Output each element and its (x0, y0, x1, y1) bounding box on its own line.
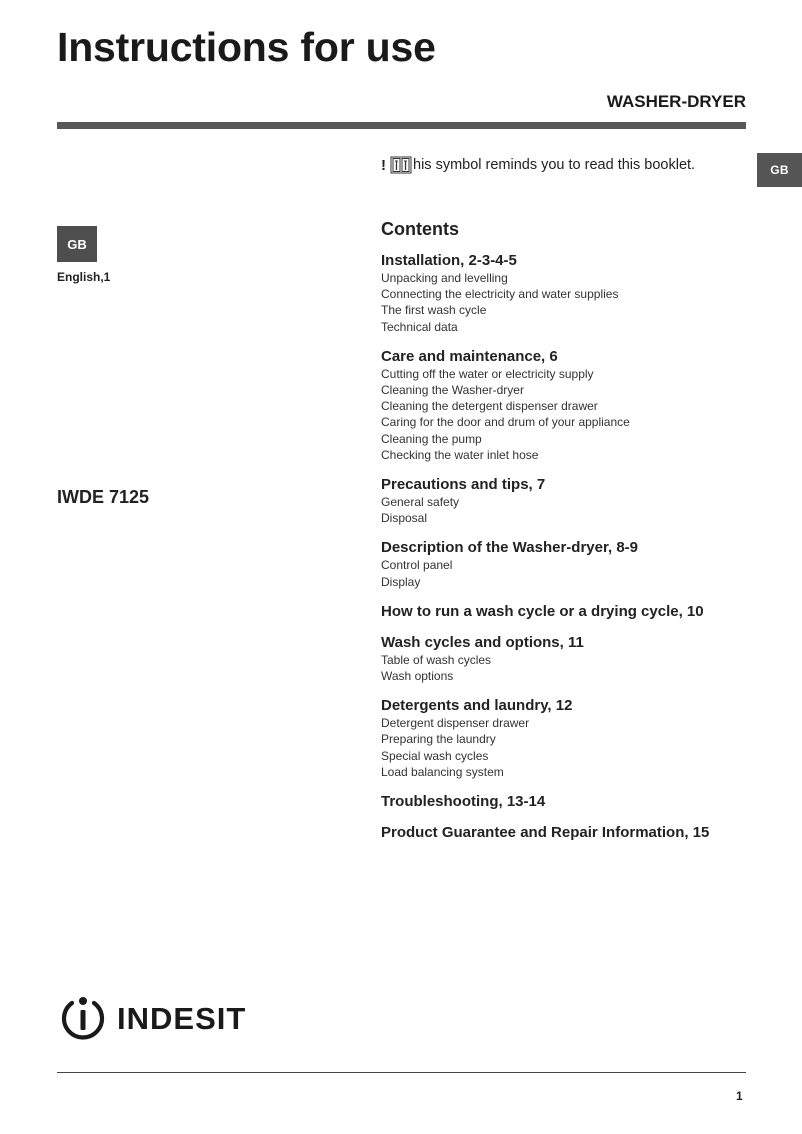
contents-section-title: Installation, 2-3-4-5 (381, 252, 517, 269)
contents-item: Display (381, 574, 421, 589)
booklet-icon (390, 156, 412, 174)
page-number: 1 (736, 1089, 743, 1103)
contents-item: Special wash cycles (381, 748, 489, 763)
contents-section (381, 823, 781, 842)
contents-section-title: Detergents and laundry, 12 (381, 697, 573, 715)
notice-text: his symbol reminds you to read this booklet. (413, 157, 696, 173)
contents-item: Detergent dispenser drawer (381, 716, 530, 731)
contents-item: Cleaning the detergent dispenser drawer (381, 399, 598, 414)
contents-item: Preparing the laundry (381, 732, 496, 747)
model-number: IWDE 7125 (57, 487, 150, 507)
contents-item: Caring for the door and drum of your appliance (381, 415, 630, 430)
contents-section-title: How to run a wash cycle or a drying cycle, 10 (381, 602, 704, 620)
contents-section (381, 538, 781, 589)
contents-item: Control panel (381, 558, 453, 573)
header-rule (57, 122, 746, 129)
side-language-tab[interactable]: GB (757, 153, 802, 187)
contents-item: Table of wash cycles (381, 652, 492, 667)
power-symbol-icon (57, 994, 109, 1044)
booklet-notice (381, 156, 695, 174)
contents-item: Cleaning the pump (381, 431, 482, 446)
brand-logo (57, 994, 246, 1044)
language-label: English,1 (57, 270, 111, 284)
contents-item: The first wash cycle (381, 303, 487, 318)
language-badge: GB (57, 226, 97, 262)
brand-name: INDESIT (117, 1001, 247, 1036)
contents-section (381, 633, 781, 684)
contents-section-title: Precautions and tips, 7 (381, 476, 546, 494)
contents-section-title: Product Guarantee and Repair Information, 15 (381, 824, 710, 842)
contents-item: Cleaning the Washer-dryer (381, 383, 524, 398)
contents-section (381, 251, 781, 335)
contents-item: Load balancing system (381, 764, 504, 779)
contents-sections (381, 251, 781, 842)
product-type: WASHER-DRYER (606, 92, 746, 111)
contents-section-title: Description of the Washer-dryer, 8-9 (381, 539, 639, 557)
contents-section-title: Wash cycles and options, 11 (381, 633, 584, 651)
contents-section (381, 602, 781, 621)
contents-section-title: Troubleshooting, 13-14 (381, 793, 546, 811)
contents-heading: Contents (381, 219, 459, 239)
contents-item: Technical data (381, 319, 458, 334)
table-of-contents (381, 218, 781, 854)
contents-section (381, 475, 781, 526)
contents-item: Disposal (381, 511, 428, 526)
contents-section (381, 792, 781, 811)
contents-item: Checking the water inlet hose (381, 447, 539, 462)
contents-item: Connecting the electricity and water supplies (381, 287, 619, 302)
contents-item: Wash options (381, 669, 454, 684)
footer-rule (57, 1072, 746, 1073)
page-title: Instructions for use (57, 24, 436, 70)
notice-mark: ! (381, 156, 386, 174)
contents-section (381, 696, 781, 780)
contents-item: Unpacking and levelling (381, 271, 508, 285)
contents-section-title: Care and maintenance, 6 (381, 347, 558, 365)
contents-item: General safety (381, 495, 460, 510)
contents-item: Cutting off the water or electricity supply (381, 366, 594, 381)
contents-section (381, 347, 781, 463)
